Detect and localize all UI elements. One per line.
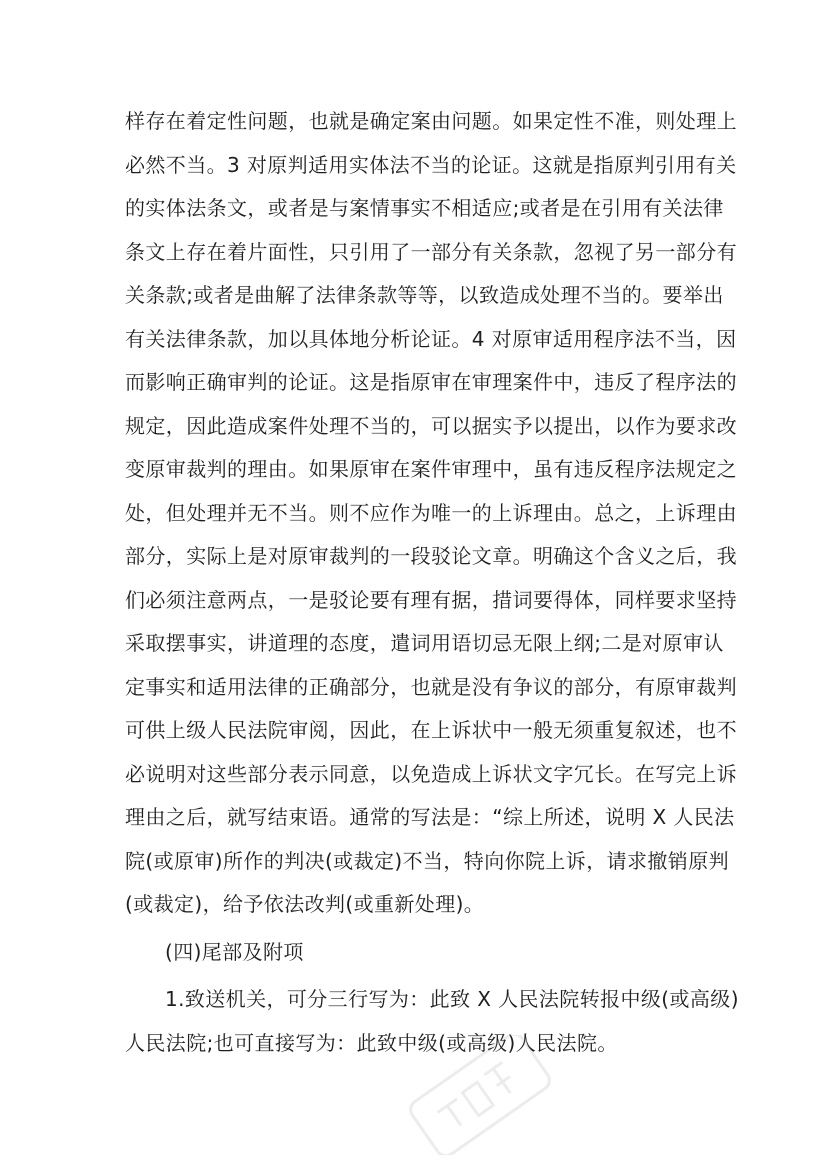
body-line: 关条款;或者是曲解了法律条款等等，以致造成处理不当的。要举出 [125,283,724,307]
body-line: 理由之后，就写结束语。通常的写法是：“综上所述，说明 X 人民法 [125,805,735,829]
document-body [125,100,739,1065]
body-line: 定事实和适用法律的正确部分，也就是没有争议的部分，有原审裁判 [125,674,737,699]
body-line: 必然不当。3 对原判适用实体法不当的论证。这就是指原判引用有关 [125,152,737,177]
item-line: 1.致送机关，可分三行写为：此致 X 人民法院转报中级(或高级) [165,987,739,1011]
body-line: (或裁定)，给予依法改判(或重新处理)。 [125,892,485,916]
body-line: 而影响正确审判的论证。这是指原审在审理案件中，违反了程序法的 [125,370,737,394]
body-line: 可供上级人民法院审阅，因此，在上诉状中一般无须重复叙述，也不 [125,718,737,742]
body-line: 处，但处理并无不当。则不应作为唯一的上诉理由。总之，上诉理由 [125,500,737,525]
item-line: 人民法院;也可直接写为：此致中级(或高级)人民法院。 [125,1030,618,1055]
body-line: 规定，因此造成案件处理不当的，可以据实予以提出，以作为要求改 [125,413,737,438]
body-line: 采取摆事实，讲道理的态度，遣词用语切忌无限上纲;二是对原审认 [125,631,724,655]
body-line: 有关法律条款，加以具体地分析论证。4 对原审适用程序法不当，因 [125,326,737,351]
section-heading: (四)尾部及附项 [165,939,304,964]
watermark-icon [395,1035,565,1155]
body-line: 们必须注意两点，一是驳论要有理有据，措词要得体，同样要求坚持 [125,587,737,612]
body-line: 样存在着定性问题，也就是确定案由问题。如果定性不准，则处理上 [125,109,737,133]
body-line: 条文上存在着片面性，只引用了一部分有关条款，忽视了另一部分有 [125,239,737,264]
body-line: 部分，实际上是对原审裁判的一段驳论文章。明确这个含义之后，我 [125,544,737,568]
body-line: 的实体法条文，或者是与案情事实不相适应;或者是在引用有关法律 [125,196,724,220]
body-line: 变原审裁判的理由。如果原审在案件审理中，虽有违反程序法规定之 [125,457,737,481]
body-line: 必说明对这些部分表示同意，以免造成上诉状文字冗长。在写完上诉 [125,761,737,786]
body-line: 院(或原审)所作的判决(或裁定)不当，特向你院上诉，请求撤销原判 [125,848,730,873]
